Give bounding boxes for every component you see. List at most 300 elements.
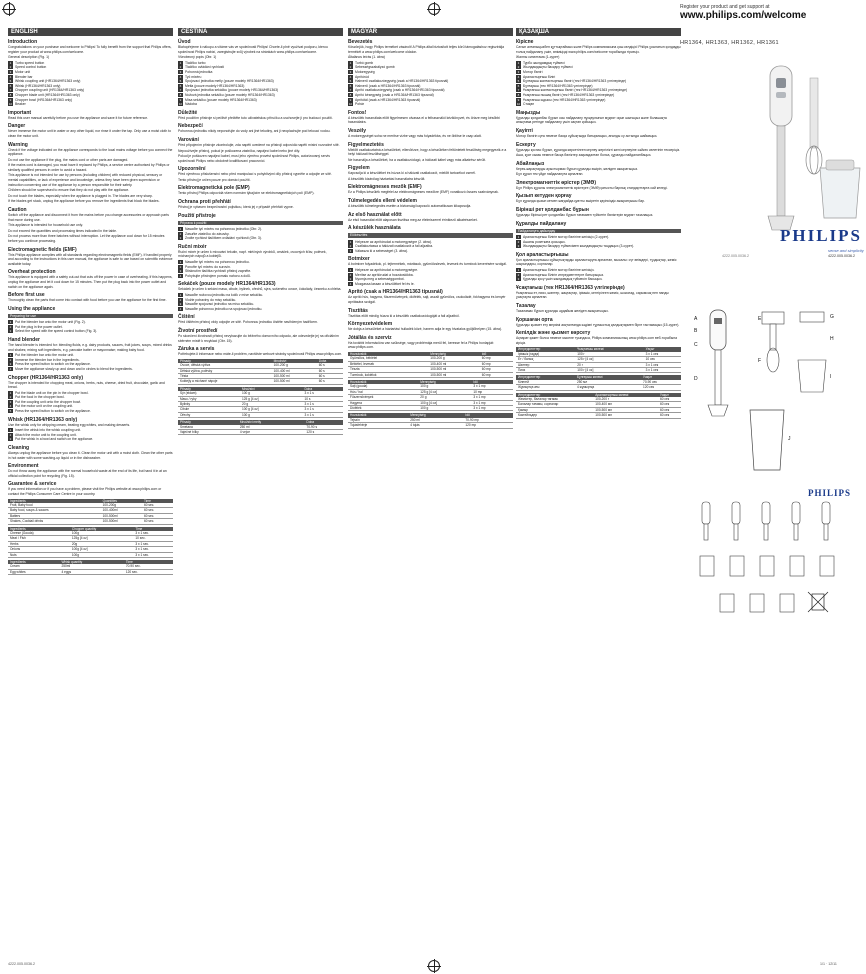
paragraph: Құралды қолданбас бұрын осы пайдалану нұсқаулығын мұқият оқып шығыңыз және болашақта анықтама ретінде пайдалану үшін сақтап қойыңыз. [516, 115, 667, 125]
step-number-box: 3 [349, 248, 352, 253]
figure-label-j: J [788, 436, 791, 442]
table-row [348, 406, 513, 411]
table-cell: 20 г [575, 362, 643, 367]
table-cell: 250 ml [408, 418, 463, 423]
paragraph: Všeobecný popis (Obr. 1) [178, 55, 217, 60]
table-cell: Қамыр [516, 407, 593, 412]
step-text: Put the blade unit on the pin in the chopper bowl. [15, 390, 89, 395]
section-heading: Before first use [8, 292, 45, 299]
step-number-box: 2 [9, 324, 12, 329]
table-cell: Turmixok, koktélok [348, 372, 428, 377]
numbered-step [8, 102, 173, 107]
table-cell: 100-500 ml [428, 367, 480, 372]
column-language-header: MAGYAR [348, 28, 513, 36]
table-cell: 250ml [59, 564, 123, 569]
step-number-box: 6 [9, 83, 12, 88]
table-cell: 10 sec. [133, 536, 173, 541]
section-heading: Электромагниттік өрістер (ЭМӨ) [516, 179, 596, 186]
table-cell: 20g [70, 541, 133, 546]
table-cell: 100 g [4 oz] [240, 407, 303, 412]
table-cell: 4 vejce [238, 430, 305, 435]
paragraph: Ez a Philips készülék megfelel az elektromágneses mezőkre (EMF) vonatkozó összes szabványnak. [348, 190, 499, 195]
section-heading: Environment [8, 463, 39, 470]
step-number-box: 1 [9, 320, 12, 325]
section-heading: Абайлаңыз [516, 160, 545, 167]
table-cell: 3 x 1 сек [644, 362, 681, 367]
table-row [516, 385, 681, 390]
paragraph: Құралды қызмет ету мерзімі аяқталғанда кәдімгі тұрмыстық қалдықтармен бірге тастамаңыз (15-сурет). [516, 322, 680, 327]
table-cell: 100-400 мл [593, 402, 658, 407]
paragraph: Read this user manual carefully before you use the appliance and save it for future reference. [8, 115, 149, 120]
figure-label-h: H [830, 336, 834, 342]
table-cell: Dětská výživa, polévky [178, 368, 272, 373]
table-header-cell: Ингредиенттер [516, 375, 575, 379]
quantity-table [516, 375, 681, 390]
brand-logo-small: PHILIPS [808, 488, 852, 498]
table-header-cell: Mennyiség [418, 380, 471, 384]
step-text: Мотор бөлігі [523, 69, 543, 74]
step-text: Zvolte rychlost tlačítkem ovládání rychlosti (Obr. 3). [185, 236, 262, 241]
section-heading: Cleaning [8, 445, 30, 452]
column-czech [178, 28, 343, 437]
numbered-step [178, 236, 343, 241]
section-heading: Қызып кетуден қорғау [516, 193, 572, 200]
paragraph: Бұл құрал тек үйде пайдалануға арналған. [516, 172, 584, 177]
paragraph: Přístroj je vybaven bezpečnostní pojistkou, která jej v případě přehřátí vypne. [178, 205, 294, 210]
step-number-box: 10 [516, 102, 521, 107]
table-cell: 60 s [317, 368, 343, 373]
numbered-step [8, 409, 173, 414]
paragraph: Check if the voltage indicated on the appliance corresponds to the local mains voltage before you connect the appliance. [8, 147, 173, 157]
paragraph: Před čištěním přístroj vždy odpojte ze sítě. Pohonnou jednotku čistěte navlhčeným hadříkem. [178, 320, 318, 325]
whisk-attachment [806, 78, 822, 174]
step-number-box: 3 [517, 277, 520, 282]
step-text: Aprító késegység (csak a HR1364/HR1363 típusnál) [355, 92, 434, 97]
step-number-box: 1 [179, 260, 182, 265]
section-heading: Veszély [348, 127, 367, 134]
table-cell: Жұмыртқа ағы [516, 385, 575, 390]
table-header-cell: Ingredients [8, 499, 101, 503]
table-cell: Nuts [8, 552, 70, 557]
step-number-box: 4 [349, 281, 352, 286]
step-number-box: 2 [517, 65, 520, 70]
table-row [178, 430, 343, 435]
section-heading: Бірінші рет қолданбас бұрын [516, 207, 589, 214]
step-number-box: 8 [9, 92, 12, 97]
step-text: Beaker [15, 102, 26, 107]
step-text: Tlačítko ovládání rychlosti [185, 65, 225, 70]
registration-mark-top-center [428, 3, 440, 15]
step-text: Put the plug in the power outlet. [15, 324, 63, 329]
step-text: Insert the whisk into the whisk coupling unit. [15, 428, 81, 433]
section-heading: Fontos! [348, 109, 367, 116]
table-header-cell: Mennyiség [408, 413, 463, 417]
quantity-table [516, 393, 681, 419]
paragraph: Children should be supervised to ensure that they do not play with the appliance. [8, 188, 130, 193]
table-cell: Ірімшік (гауда) [516, 352, 575, 357]
quantity-table [8, 527, 173, 558]
table-cell: 10 сек [644, 357, 681, 362]
section-heading: Тазалау [516, 303, 536, 309]
table-cell: 250 ml [238, 425, 305, 430]
table-cell: 60 sec. [142, 519, 173, 524]
table-cell: Egg whites [8, 569, 59, 574]
table-cell: 3 x 1 сек [644, 368, 681, 373]
section-heading: Čištění [178, 314, 195, 321]
table-cell: 60 сек [658, 402, 681, 407]
section-band: Preparing for use [8, 314, 173, 318]
section-heading: Using the appliance [8, 305, 56, 312]
table-cell: Sýr (eidam) [178, 391, 240, 396]
table-cell: 125 g [4 oz] [240, 396, 303, 401]
numbered-step [178, 102, 343, 107]
table-row [178, 412, 343, 417]
section-heading: Aprító (csak a HR1364/HR1363 típusnál) [348, 289, 443, 296]
column-english [8, 28, 173, 577]
table-header-cell: Množství metly [238, 420, 305, 424]
step-text: Pohár [355, 102, 365, 107]
table-cell: 100-400 ml [272, 368, 317, 373]
step-text: Put the motor unit on the coupling unit. [15, 404, 74, 409]
welcome-url: www.philips.com/welcome [680, 10, 807, 21]
table-cell: Кілегей [516, 380, 575, 385]
column-kazakh [516, 28, 681, 421]
section-heading: Құралды пайдалану [516, 220, 567, 227]
footer-left-code: 4222.005.0036.2 [8, 962, 35, 966]
step-text: Whisk coupling unit (HR1364/HR1363 only) [15, 79, 81, 84]
section-heading: Jótállás és szerviz [348, 334, 392, 341]
paragraph: The chopper is intended for chopping meat, onions, herbs, nuts, cheese, dried fruit, chocolate, garlic and bread. [8, 380, 165, 390]
table-cell: Балалар тағамы, сорпалар [516, 402, 593, 407]
table-cell: Шөптер [516, 362, 575, 367]
paragraph: Před připojením přístroje zkontrolujte, zda napětí uvedené na přístroji odpovídá napětí místní rozvodné sítě. [178, 142, 340, 147]
table-header-cell: Ингредиенттер [516, 393, 593, 397]
step-number-box: 1 [9, 353, 12, 358]
step-number-box: 3 [179, 269, 182, 274]
step-text: Válassza ki a sebességet (3. ábra). [355, 248, 408, 253]
table-cell: 125g [4 oz] [70, 536, 133, 541]
step-number-box: 2 [9, 65, 12, 70]
section-heading: Ескерту [516, 141, 536, 148]
table-cell: 100 г [575, 352, 643, 357]
table-cell: Maso / ryby [178, 396, 240, 401]
step-text: Merítse az aprítórudat a hozzávalókba. [355, 272, 414, 277]
step-text: Nádoba [185, 102, 197, 107]
step-number-box: 9 [349, 97, 352, 102]
step-text: Mísa sekáčku (pouze modely HR1364/HR1363) [185, 97, 257, 102]
table-header-cell: Time [124, 560, 173, 564]
table-header-cell: Араластырғыш көлемі [593, 393, 658, 397]
step-text: Араластырғыш білігі [523, 74, 556, 79]
step-text: Motoregység [355, 69, 375, 74]
step-text: Sebességszabályzó gomb [355, 65, 395, 70]
step-text: Put the food in the chopper bowl. [15, 395, 65, 400]
section-heading: Varování [178, 136, 199, 143]
table-header-cell: Ingredients [8, 527, 70, 531]
table-header-cell: Уақыт [644, 347, 681, 351]
step-number-box: 3 [9, 362, 12, 367]
table-cell: 10 s [302, 396, 343, 401]
table-cell: 3 x 1 mp [471, 395, 513, 400]
step-text: Chopper bowl (HR1364/HR1363 only) [15, 97, 73, 102]
figure-label-a: A [694, 316, 698, 322]
step-text: Csatlakoztassa a hálózati csatlakozót a fali aljzatba. [355, 244, 434, 249]
step-number-box: 3 [9, 329, 12, 334]
paragraph: Do not exceed the quantities and processing times indicated in the table. [8, 228, 117, 233]
table-cell: Diófélék [348, 406, 418, 411]
step-text: Nyomja meg a sebességgombot. [355, 277, 405, 282]
step-text: Құралды қосу үшін жылдамдық түймесін басыңыз. [523, 277, 603, 282]
table-header-cell: Idő [463, 413, 513, 417]
step-number-box: 1 [349, 239, 352, 244]
table-cell: Shakes, Cocktail drinks [8, 519, 101, 524]
paragraph: Tisztítás előtt mindig húzza ki a készülék csatlakozódugóját a fali aljzatból. [348, 313, 460, 318]
table-cell: 60 mp [480, 356, 513, 361]
step-number-box: 6 [517, 83, 520, 88]
paragraph: Ha további információra van szüksége, vagy problémája merül fel, keresse fel a Philips honlapját: www.philips.com. [348, 340, 494, 350]
paragraph: Do not throw away the appliance with the normal household waste at the end of its life, but hand it in at an official collection point for recycling (Fig. 15). [8, 469, 167, 478]
quantity-table [348, 352, 513, 378]
step-text: Habverő csatlakozóegység (csak a HR1364/HR1363 típusnál) [355, 79, 449, 84]
step-number-box: 7 [9, 88, 12, 93]
section-heading: Danger [8, 123, 26, 130]
figure-label-i: I [830, 374, 832, 380]
section-heading: Elektromagnetická pole (EMP) [178, 185, 250, 192]
paragraph: This appliance is equipped with a safety cut-out that cuts off the power in case of overheating. If this happens, unplug the appliance and let it cool down for 15 minutes. Then put the plug back into the power outlet and switch on the appliance again. [8, 275, 173, 289]
section-heading: Figyelmeztetés [348, 141, 384, 148]
step-text: Nasaďte tyč mixéru na pohonnou jednotku. [185, 260, 250, 265]
table-cell: Batters [8, 513, 101, 518]
section-heading: Botmixer [348, 256, 370, 263]
table-header-cell: Бұлғауыш көлемі [575, 375, 641, 379]
section-heading: Introduction [8, 39, 38, 45]
section-heading: Bevezetés [348, 39, 373, 45]
table-row [348, 356, 513, 361]
table-cell: 60 s [317, 379, 343, 384]
step-number-box: 1 [179, 227, 182, 232]
paragraph: This Philips appliance complies with all standards regarding electromagnetic fields (EMF). If handled properly and according to the instructions in this user manual, the appliance is safe to use based on scientific evidence available today. [8, 252, 173, 266]
step-number-box: 5 [517, 79, 520, 84]
column-hungarian [348, 28, 513, 431]
paragraph: Ne dobja a készüléket a háztartási hulladék közé, hanem adja le egy hivatalos gyűjtőhelyen (15. ábra). [348, 327, 502, 332]
table-cell: 100g [70, 552, 133, 557]
table-cell: 60 sec. [142, 503, 173, 508]
table-header-cell: Množství [272, 359, 317, 363]
quantity-table [178, 420, 343, 435]
numbered-step [516, 102, 681, 107]
paragraph: Blahopřejeme k nákupu a vítáme vás ve společnosti Philips! Chcete-li plně využívat podporu, kterou společnost Philips nabízí, zaregistrujte svůj výrobek na stránkách www.philips.com/welcome. [178, 45, 328, 54]
table-header-cell: Time [142, 499, 173, 503]
step-number-box: 4 [517, 74, 520, 79]
paragraph: Switch off the appliance and disconnect it from the mains before you change accessories or approach parts that move during use. [8, 213, 169, 222]
step-number-box: 7 [517, 88, 520, 93]
paragraph: A készülék túlmelegedés esetén a biztonsági kapcsoló automatikusan kikapcsolja. [348, 204, 472, 209]
table-cell: 250 мл [575, 380, 641, 385]
step-text: Turbó gomb [355, 60, 374, 65]
step-text: Nasaďte pohonnou jednotku na spojovací jednotku. [185, 306, 263, 311]
paragraph: Бұл құралда қызып кеткен жағдайда қуатты өшіретін қауіпсіздік ажыратқышы бар. [516, 199, 646, 204]
step-number-box: 1 [517, 268, 520, 273]
numbered-step [8, 329, 173, 334]
step-number-box: 4 [9, 74, 12, 79]
step-number-box: 3 [9, 437, 12, 442]
section-heading: Whisk (HR1364/HR1363 only) [8, 416, 78, 423]
table-cell: 70-90 mp [463, 418, 513, 423]
table-cell: Herbs [8, 541, 70, 546]
table-cell: 100-200 g [272, 363, 317, 368]
table-row [516, 413, 681, 418]
step-number-box: 4 [9, 366, 12, 371]
table-cell: Bylinky [178, 402, 240, 407]
table-cell: 100-200 g [428, 356, 480, 361]
table-header-cell: Přísady [178, 359, 272, 363]
step-text: Ұсақтағыш ыдысы (тек HR1364/HR1363 үлгілерінде) [523, 97, 606, 102]
step-text: Whisk (HR1364/HR1363 only) [15, 83, 61, 88]
step-number-box: 1 [349, 268, 352, 273]
table-cell: 4 tojás [408, 423, 463, 428]
section-heading: Ұсақтағыш (тек HR1364/HR1363 үлгілерінде) [516, 284, 625, 291]
step-number-box: 6 [349, 83, 352, 88]
table-cell: Cheese (Gouda) [8, 531, 70, 536]
figure-1-parts-diagram [680, 300, 866, 480]
step-number-box: 10 [178, 102, 183, 107]
numbered-step [516, 244, 681, 249]
step-text: Motor unit [15, 69, 31, 74]
table-cell: 3 x 1 сек [644, 352, 681, 357]
step-text: Стақан [523, 102, 535, 107]
step-text: Nasaďte nožovou jednotku na kolík v míse sekáčku. [185, 293, 264, 297]
section-heading: Warning [8, 141, 28, 148]
table-cell: 100-500 мл [593, 407, 658, 412]
table-cell: Fruit, Baby food [8, 503, 101, 508]
step-number-box: 3 [517, 244, 520, 249]
table-cell: 60 mp [480, 367, 513, 372]
step-text: Move the appliance slowly up and down and in circles to blend the ingredients. [15, 366, 133, 371]
section-heading: A készülék használata [348, 225, 401, 232]
step-text: Жылдамдықты басқару түймесі [523, 65, 573, 70]
paragraph: Tento přístroj Philips odpovídá všem normám týkajícím se elektromagnetických polí (EMP). [178, 191, 315, 196]
paragraph: Сатып алғаныңызбен құттықтаймыз және Philips компаниясына қош келдіңіз! Philips ұсынатын қолдауды толық пайдалану үшін, өніміңізді www.philips.com/welcome торабында тіркеңіз. [516, 45, 681, 54]
table-cell: 3 x 1 mp [471, 384, 513, 389]
step-text: Араластырғыш білігін мотор бөлігіне кигізіңіз. [523, 268, 595, 273]
table-cell: 120 sec. [124, 569, 173, 574]
table-cell: 70-90 сек [641, 380, 681, 385]
paragraph: Ақпарат қажет болса немесе мәселе туындаса, Philips компаниясының www.philips.com веб-торабына кіріңіз. [516, 336, 677, 345]
step-text: Speed control button [15, 65, 47, 70]
table-cell: Hús / hal [348, 389, 418, 394]
brand-scribble: sense and simplicity [828, 248, 864, 253]
step-number-box: 3 [179, 236, 182, 241]
section-heading: Az első használat előtt [348, 211, 402, 218]
section-heading: Upozornění [178, 166, 206, 173]
section-heading: Important [8, 109, 32, 116]
step-number-box: 1 [9, 390, 12, 395]
numbered-step [348, 282, 513, 287]
section-heading: Úvod [178, 39, 191, 45]
paragraph: Ұсақтағыш ет, пияз, шөптер, жаңғақтар, ірімшік, кептірілген жеміс, шоколад, сарымсақ пен нанды ұсақтауға арналған. [516, 290, 669, 300]
table-cell: 3 x 1 sec. [133, 541, 173, 546]
step-text: Nasaďte spojovací jednotku na mísu sekáčku. [185, 302, 255, 307]
section-band: Příprava k použití [178, 221, 343, 225]
step-number-box: 1 [9, 428, 12, 433]
step-number-box: 4 [179, 273, 182, 278]
cover-panel [680, 0, 866, 974]
step-number-box: 2 [9, 357, 12, 362]
step-number-box: 2 [179, 231, 182, 236]
table-cell: 60 сек [658, 397, 681, 402]
table-cell: 120 s [304, 430, 343, 435]
section-heading: Маңызды [516, 109, 541, 116]
table-cell: 3 x 1 s [302, 412, 343, 417]
paragraph: Құралды қоспас бұрын, құралда көрсетілген кернеу жергілікті желі кернеуіне сәйкес келетінін тексеріңіз. [516, 147, 681, 152]
section-heading: Қол араластырғышы [516, 251, 569, 258]
table-cell: 125 g [4 oz] [418, 389, 471, 394]
step-text: Ұсақтағыш пышақ бөлігі (тек HR1364/HR1363 үлгілерінде) [523, 92, 615, 97]
quantity-table [8, 560, 173, 575]
step-text: Араластырғыш білігін ингредиенттерге батырыңыз. [523, 272, 604, 277]
table-cell: Tészta [348, 367, 428, 372]
paragraph: Thoroughly clean the parts that come into contact with food before you use the appliance for the first time. [8, 298, 167, 303]
step-text: Attach the motor unit to the coupling unit. [15, 432, 77, 437]
table-cell: 60 сек [658, 413, 681, 418]
step-text: Nožová jednotka sekáčku (pouze modely HR1364/HR1363) [185, 92, 275, 97]
paragraph: Мотор бөлігін суға немесе басқа сұйықтыққа батырмаңыз, ағынды су астында шаймаңыз. [516, 133, 658, 138]
paragraph: A botmixer folyadékok, pl. tejtermékek, mártások, gyümölcslevek, levesek és turmixok keverésére szolgál. [348, 262, 507, 267]
table-cell: 70-90 sec. [124, 564, 173, 569]
table-header-cell: Idő [480, 352, 513, 356]
table-cell: Vaječné bílky [178, 430, 238, 435]
table-cell: 125 г [4 oz] [575, 357, 643, 362]
step-number-box: 2 [349, 65, 352, 70]
paragraph: This appliance is intended for household use only. [8, 223, 83, 228]
step-text: Ашаны розеткаға қосыңыз. [523, 239, 566, 244]
section-heading: Tisztítás [348, 307, 368, 314]
section-heading: Túlmelegedés elleni védelem [348, 198, 417, 205]
table-cell: 3 x 1 s [302, 407, 343, 412]
table-header-cell: Time [133, 527, 173, 531]
table-cell: Ovoce, dětská výživa [178, 363, 272, 368]
step-number-box: 7 [349, 88, 352, 93]
shield-id: 4222.005.0036.2 [722, 254, 749, 258]
step-text: Ponořte tyč mixéru do surovin. [185, 264, 231, 269]
table-header-cell: Hozzávalók [348, 352, 428, 356]
table-cell: 60 s [317, 373, 343, 378]
quantity-table [516, 347, 681, 373]
paragraph: Az aprító hús, hagyma, fűszernövények, diófélék, sajt, aszalt gyümölcs, csokoládé, fokhagyma és kenyér aprítására szolgál. [348, 295, 506, 304]
table-cell: Ořechy [178, 412, 240, 417]
paragraph: Před výměnou příslušenství nebo před manipulací s pohyblivými díly přístroj vypněte a odpojte ze sítě. [178, 172, 332, 177]
paragraph: Po skončení životnosti přístroj nevyhazujte do běžného domovního odpadu, ale odevzdejte jej na oficiálním sběrném místě k recyklaci (Obr. 15). [178, 333, 339, 343]
step-text: Put the blender bar onto the motor unit. [15, 353, 74, 358]
numbered-step [348, 249, 513, 254]
column-language-header: ČEŠTINA [178, 28, 343, 36]
registration-mark-top-left [3, 3, 15, 15]
step-text: Tlačítko turbo [185, 60, 206, 65]
step-text: Pohonná jednotka [185, 69, 213, 74]
table-cell: 100-500 мл [593, 413, 658, 418]
figure-label-b: B [694, 328, 698, 334]
table-cell: 60 sec. [142, 508, 173, 513]
paragraph: A készülék használata előtt figyelmesen olvassa el a felhasználói kézikönyvet, és őrizze meg későbbi használatra. [348, 115, 500, 125]
table-header-cell: Ұсақтағыш көлемі [575, 347, 643, 351]
paragraph: Do not use the appliance if the plug, the mains cord or other parts are damaged. [8, 157, 129, 162]
table-cell: 100-500 ml [272, 379, 317, 384]
step-number-box: 5 [349, 79, 352, 84]
table-cell: 60 s [317, 363, 343, 368]
paragraph: Do not process more than three batches without interruption. Let the appliance cool down for 15 minutes before you continue processing. [8, 234, 165, 243]
table-row [8, 519, 173, 524]
step-text: Nasaďte tyč mixéru na pohonnou jednotku (Obr. 2). [185, 227, 263, 232]
